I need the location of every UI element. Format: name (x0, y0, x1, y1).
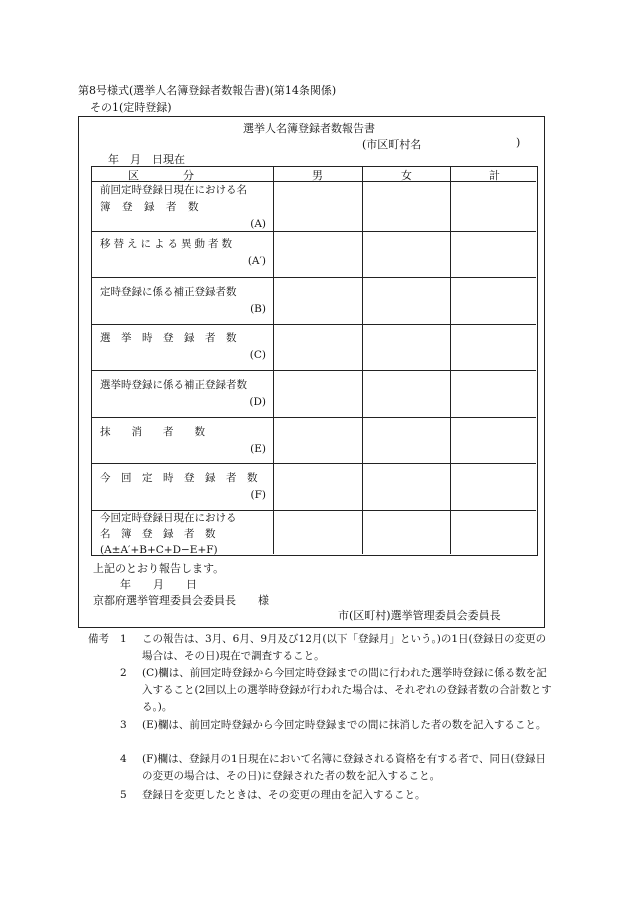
row-b-code: (B) (250, 303, 266, 315)
row-total-formula: (A±A′+B+C+D−E+F) (100, 544, 218, 556)
grid-hline-4 (92, 324, 536, 325)
row-d-code: (D) (249, 396, 266, 408)
notes-label: 備考 (88, 633, 109, 645)
column-header-category: 区 分 (128, 169, 194, 182)
note-3-number: 3 (120, 719, 127, 731)
note-5 (120, 787, 548, 804)
row-c-code: (C) (249, 349, 266, 361)
column-header-total: 計 (489, 169, 500, 182)
grid-hline-5 (92, 370, 536, 371)
as-of-date: 年 月 日現在 (108, 153, 185, 166)
row-a-prime-line1: 移替えによる異動者数 (100, 238, 235, 250)
note-3 (120, 717, 548, 751)
row-label-a (100, 182, 266, 233)
note-2-number: 2 (120, 667, 127, 679)
row-label-total (100, 510, 266, 558)
column-header-male: 男 (312, 169, 323, 182)
grid-hline-6 (92, 417, 536, 418)
note-2-text: (C)欄は、前回定時登録から今回定時登録までの間に行われた選挙時登録に係る数を記入すること(2回以上の選挙時登録が行われた場合は、それぞれの登録者数の合計数とする。)。 (142, 667, 552, 713)
grid-hline-3 (92, 277, 536, 278)
note-5-text: 登録日を変更したときは、その変更の理由を記入すること。 (142, 789, 426, 801)
grid-hline-7 (92, 463, 536, 464)
grid-vline-3 (450, 167, 451, 554)
row-a-line1: 前回定時登録日現在における名 (100, 184, 247, 196)
row-d-line1: 選挙時登録に係る補正登録者数 (100, 379, 247, 391)
row-a-prime-code: (A′) (247, 255, 266, 267)
note-4-number: 4 (120, 753, 127, 765)
note-4-text: (F)欄は、登録月の1日現在において名簿に登録される資格を有する者で、同日(登録日の変更の場合は、その日)に登録された者の数を記入すること。 (142, 753, 547, 782)
note-1-text: この報告は、3月、6月、9月及び12月(以下「登録月」という。)の1日(登録日の変更の場合は、その日)現在で調査すること。 (142, 633, 547, 662)
note-3-text: (E)欄は、前回定時登録から今回定時登録までの間に抹消した者の数を記入すること。 (142, 719, 547, 731)
grid-vline-2 (362, 167, 363, 554)
note-1 (120, 631, 548, 665)
row-a-line2: 簿 登 録 者 数 (100, 201, 199, 213)
sender: 市(区町村)選挙管理委員会委員長 (338, 609, 501, 622)
row-f-line1: 今 回 定 時 登 録 者 数 (100, 472, 258, 484)
note-5-number: 5 (120, 789, 127, 801)
row-a-code: (A) (250, 218, 266, 230)
row-total-line2: 名 簿 登 録 者 数 (100, 528, 216, 540)
form-number-title: 第8号様式(選挙人名簿登録者数報告書)(第14条関係) (78, 84, 337, 97)
row-label-e (100, 424, 266, 458)
row-label-a-prime (100, 236, 266, 270)
row-e-line1: 抹 消 者 数 (100, 426, 205, 438)
column-header-female: 女 (401, 169, 412, 182)
row-total-line1: 今回定時登録日現在における (100, 512, 237, 524)
report-statement: 上記のとおり報告します。 (93, 562, 225, 575)
row-f-code: (F) (250, 489, 266, 501)
row-b-line1: 定時登録に係る補正登録者数 (100, 286, 237, 298)
row-label-c (100, 330, 266, 364)
row-e-code: (E) (250, 443, 266, 455)
municipality-close: ) (516, 136, 521, 149)
grid-vline-1 (273, 167, 274, 554)
municipality-label: (市区町村名 (362, 138, 422, 151)
note-4 (120, 751, 548, 785)
report-title: 選挙人名簿登録者数報告書 (243, 122, 375, 135)
row-label-b (100, 284, 266, 318)
note-2 (120, 665, 552, 717)
note-1-number: 1 (120, 633, 127, 645)
row-label-d (100, 377, 266, 411)
report-date: 年 月 日 (120, 578, 197, 591)
row-c-line1: 選 挙 時 登 録 者 数 (100, 332, 237, 344)
row-label-f (100, 470, 266, 504)
addressee: 京都府選挙管理委員会委員長 様 (93, 594, 269, 607)
form-sub-title: その1(定時登録) (90, 101, 172, 114)
